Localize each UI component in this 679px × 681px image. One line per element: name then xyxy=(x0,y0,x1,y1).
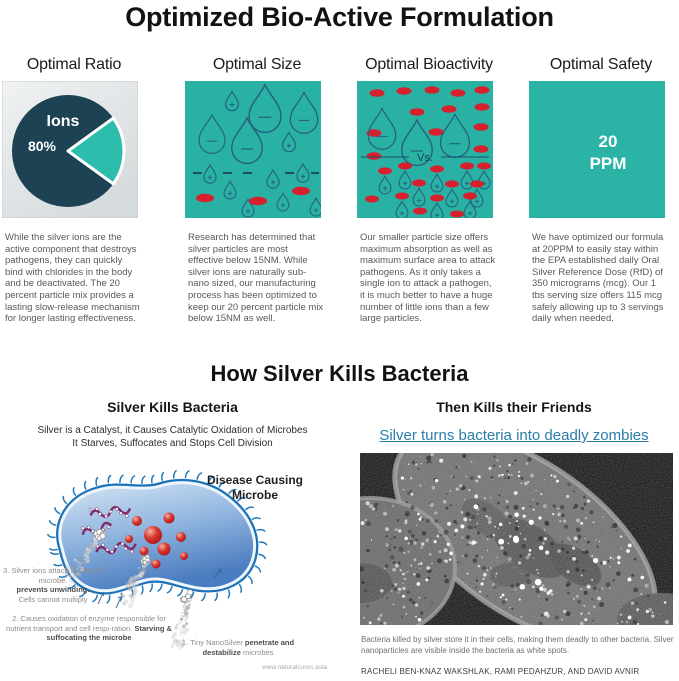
pie-value: 80% xyxy=(27,138,57,154)
ppm-value: 20 xyxy=(598,132,618,151)
feature-optimal-bioactivity xyxy=(357,0,501,325)
section2-title: How Silver Kills Bacteria xyxy=(210,361,469,386)
annotation-penetrate-bold: penetrate and destabilize xyxy=(202,638,295,657)
annotation-dna xyxy=(0,566,106,604)
microbe-label-line1: Disease Causing xyxy=(206,473,304,487)
feature-heading-safety: Optimal Safety xyxy=(549,56,653,73)
microbe-label-line2: Microbe xyxy=(231,488,278,502)
size-droplets-illustration xyxy=(185,81,321,218)
left-subheading: Silver Kills Bacteria xyxy=(107,399,238,415)
right-subheading: Then Kills their Friends xyxy=(436,399,592,415)
annotation-dna-bold: prevents unwinding. xyxy=(16,585,90,595)
annotation-enzyme-text: 2. Causes oxidation of enzyme responsible for nutrient transport and cell respi-ration. xyxy=(6,614,166,633)
annotation-penetrate-tail: microbes xyxy=(240,647,274,657)
feature-optimal-ratio xyxy=(2,0,146,325)
bioactivity-comparison-illustration xyxy=(357,81,493,218)
feature-body-ratio: While the silver ions are the active component that destroys pathogens, they can quickly bind with chlorides in the body and be deactivated. The 20 percent particle mix provides a lasting slow-release mechanism for longer lasting effectiveness. xyxy=(5,232,140,325)
feature-optimal-safety xyxy=(529,0,673,325)
feature-body-bioactivity: Our smaller particle size offers maximum absorption as well as maximum surface area to attack pathogens. As it only takes a single ion to attack a pathogen, it is much better to have a huge number of little ions than a few large particles. xyxy=(360,232,496,325)
micrograph-caption: Bacteria killed by silver store it in their cells, making them deadly to other bacteria. Silver nanoparticles are visible inside the bacteria as white spots. xyxy=(361,635,674,655)
annotation-penetrate xyxy=(170,638,306,657)
feature-optimal-size xyxy=(185,0,329,325)
annotation-penetrate-text: 1. Tiny NanoSilver xyxy=(181,638,245,647)
micrograph-credit: RACHELI BEN-KNAZ WAKSHLAK, RAMI PEDAHZUR, AND DAVID AVNIR xyxy=(361,667,640,676)
safety-ppm-badge xyxy=(529,81,665,218)
page-title: Optimized Bio-Active Formulation xyxy=(125,2,554,32)
zombie-article-link[interactable]: Silver turns bacteria into deadly zombies xyxy=(379,427,649,444)
vs-label: Vs. xyxy=(417,152,433,164)
microbe-label xyxy=(178,473,332,503)
catalyst-text xyxy=(0,424,345,450)
annotation-dna-text: 3. Silver ions attach to DNA of microbe. xyxy=(3,566,103,585)
annotation-enzyme-bold: Starving & suffocating the microbe xyxy=(46,623,172,643)
feature-body-size: Research has determined that silver particles are most effective below 15NM. While silver ions are naturally sub-nano sized, our manufacturing process has been optimized to keep our 20 percent particle mix below 15NM as well. xyxy=(188,232,324,325)
feature-heading-size: Optimal Size xyxy=(212,56,302,73)
feature-body-safety: We have optimized our formula at 20PPM to easily stay within the EPA established daily Oral Silver Reference Dose (RfD) of 350 micrograms (mcg). Our 1 tbs serving size offers 115 mcg safely allowing up to 3 servings daily when needed. xyxy=(532,232,664,325)
bacteria-micrograph xyxy=(360,453,673,625)
watermark: www.naturalcures.asia xyxy=(261,664,327,671)
annotation-enzyme xyxy=(0,614,178,643)
ratio-pie-chart xyxy=(2,81,138,218)
catalyst-line2: It Starves, Suffocates and Stops Cell Division xyxy=(72,438,273,449)
catalyst-line1: Silver is a Catalyst, it Causes Catalytic Oxidation of Microbes xyxy=(37,425,308,436)
feature-heading-ratio: Optimal Ratio xyxy=(26,56,122,73)
ppm-unit: PPM xyxy=(589,154,627,173)
feature-heading-bioactivity: Optimal Bioactivity xyxy=(365,56,493,73)
pie-label: Ions xyxy=(46,113,80,130)
annotation-dna-tail: Cells cannot multiply xyxy=(18,594,88,604)
